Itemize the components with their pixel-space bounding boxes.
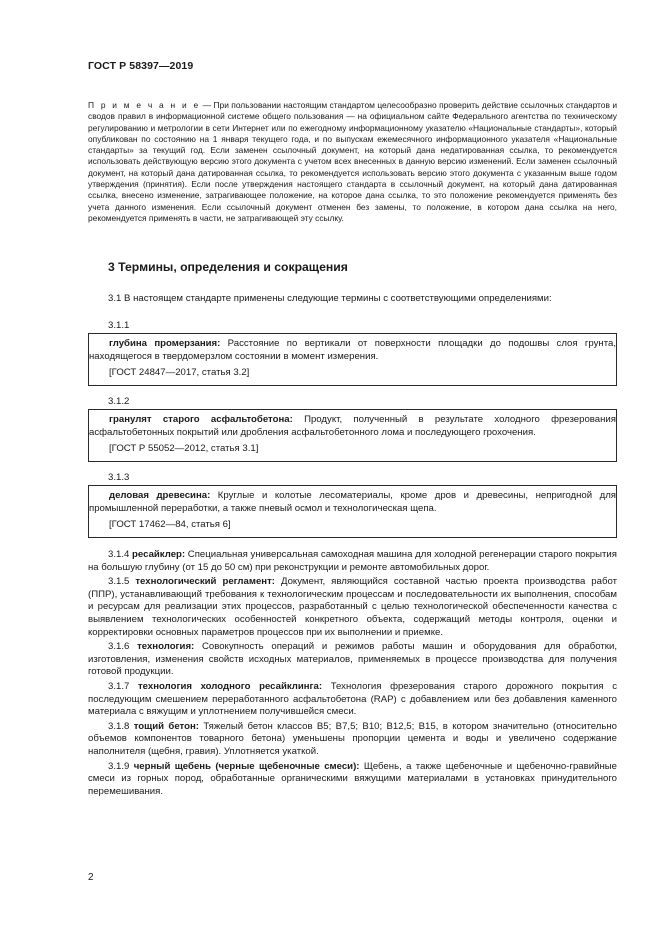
definition-paragraph bbox=[88, 681, 617, 719]
definition-text: Технология фрезерования старого дорожного покрытия с последующим смешением переработанного асфальтобетона (RAP) с добавлением или без добавления каменного материала с вяжущим и уплотнением получившейся смеси. bbox=[88, 680, 617, 718]
term-definition bbox=[89, 414, 616, 439]
definition-paragraph bbox=[88, 761, 617, 799]
definition-term: ресайклер: bbox=[132, 549, 186, 560]
note-text: — При пользовании настоящим стандартом целесообразно проверить действие ссылочных стандартов и сводов правил в информационной системе общего пользования — на официальном сайте Федерального агентства по техническому регулированию и метрологии в сети Интернет или по ежегодному информационному указателю «Национальные стандарты», который опубликован по состоянию на 1 января текущего года, и по выпускам ежемесячного информационного указателя «Национальные стандарты» за текущий год. Если заменен ссылочный документ, на который дана недатированная ссылка, то рекомендуется использовать действующую версию этого документа с учетом всех внесенных в данную версию изменений. Если заменен ссылочный документ, на который дана датированная ссылка, то рекомендуется использовать версию этого документа с указанным выше годом утверждения (принятия). Если после утверждения настоящего стандарта в ссылочный документ, на который дана датированная ссылка, внесено изменение, затрагивающее положение, на которое дана ссылка, то это положение рекомендуется применять без учета данного изменения. Если ссылочный документ отменен без замены, то положение, в котором дана ссылка на него, рекомендуется применять в части, не затрагивающей эту ссылку. bbox=[88, 100, 617, 223]
term-box bbox=[88, 485, 617, 538]
term-number: 3.1.3 bbox=[108, 472, 130, 483]
note-label: П р и м е ч а н и е bbox=[88, 100, 201, 110]
term-definition bbox=[89, 490, 616, 515]
term-name: глубина промерзания: bbox=[109, 338, 221, 349]
section-title: 3 Термины, определения и сокращения bbox=[108, 260, 348, 274]
note-paragraph bbox=[88, 100, 617, 224]
definition-paragraph bbox=[88, 721, 617, 759]
definition-number: 3.1.5 bbox=[108, 576, 136, 588]
term-source: [ГОСТ 17462—84, статья 6] bbox=[109, 519, 231, 531]
definition-number: 3.1.8 bbox=[108, 720, 134, 732]
definition-term: технология холодного ресайклинга: bbox=[137, 680, 323, 692]
intro-paragraph: 3.1 В настоящем стандарте применены следующие термины с соответствующими определениями: bbox=[108, 293, 552, 304]
term-number: 3.1.1 bbox=[108, 320, 130, 331]
term-box bbox=[88, 409, 617, 462]
term-box bbox=[88, 333, 617, 386]
term-number: 3.1.2 bbox=[108, 396, 130, 407]
definition-number: 3.1.6 bbox=[108, 641, 138, 653]
definition-text: Документ, являющийся составной частью проекта производства работ (ППР), устанавливающий требования к технологическим процессам и последовательности их выполнения, способам и ресурсам для реализации этих процессов, разработанный с целью технологической обеспеченности качества с выявлением технологических особенностей конкретного объекта, содержащий методы контроля, оценки и корректировки основных параметров процессов при их выполнении и приемке. bbox=[88, 576, 617, 638]
definition-paragraph bbox=[88, 641, 617, 679]
definition-term: технологический регламент: bbox=[135, 576, 275, 588]
definition-text: Совокупность операций и режимов работы машин и оборудования для обработки, изготовления, изменения свойств исходных материалов, применяемых в процессе производства для получения готовой продукции. bbox=[88, 641, 617, 678]
term-text: Расстояние по вертикали от поверхности площадки до подошвы слоя грунта, находящегося в твердомерзлом состоянии в момент измерения. bbox=[89, 338, 616, 362]
term-source: [ГОСТ Р 55052—2012, статья 3.1] bbox=[109, 443, 259, 455]
term-name: гранулят старого асфальтобетона: bbox=[109, 414, 293, 425]
term-text: Продукт, полученный в результате холодного фрезерования асфальтобетонных покрытий или дробления асфальтобетонного лома и последующего грохочения. bbox=[89, 414, 616, 438]
definition-text: Щебень, а также щебеночные и щебеночно-гравийные смеси из горных пород, обработанные органическими вяжущими материалами в установках принудительного перемешивания. bbox=[88, 760, 617, 797]
definition-text: Тяжелый бетон классов B5; B7,5; B10; B12,5; B15, в котором значительно (относительно объемов компонентов товарного бетона) уменьшены пропорции цемента и воды и увеличено содержание наполнителя (щебня, гравия). Уплотняется укаткой. bbox=[88, 720, 617, 757]
definition-paragraph bbox=[88, 549, 617, 574]
document-id: ГОСТ Р 58397—2019 bbox=[88, 60, 194, 72]
definition-term: черный щебень (черные щебеночные смеси): bbox=[133, 760, 360, 772]
definition-number: 3.1.9 bbox=[108, 760, 134, 772]
definition-term: тощий бетон: bbox=[133, 720, 199, 732]
term-name: деловая древесина: bbox=[109, 490, 211, 501]
term-text: Круглые и колотые лесоматериалы, кроме дров и древесины, непригодной для промышленной переработки, а также пневый осмол и технологическая щепа. bbox=[89, 490, 616, 514]
definition-term: технология: bbox=[137, 641, 195, 653]
definition-paragraph bbox=[88, 576, 617, 639]
term-definition bbox=[89, 338, 616, 363]
definitions-list bbox=[88, 549, 617, 800]
definition-number: 3.1.7 bbox=[108, 680, 138, 692]
definition-text: Специальная универсальная самоходная машина для холодной регенерации старого покрытия на большую глубину (от 15 до 50 см) при реконструкции и ремонте автомобильных дорог. bbox=[88, 549, 617, 573]
term-source: [ГОСТ 24847—2017, статья 3.2] bbox=[109, 367, 250, 379]
definition-number: 3.1.4 bbox=[108, 549, 133, 560]
page-number: 2 bbox=[88, 872, 94, 883]
